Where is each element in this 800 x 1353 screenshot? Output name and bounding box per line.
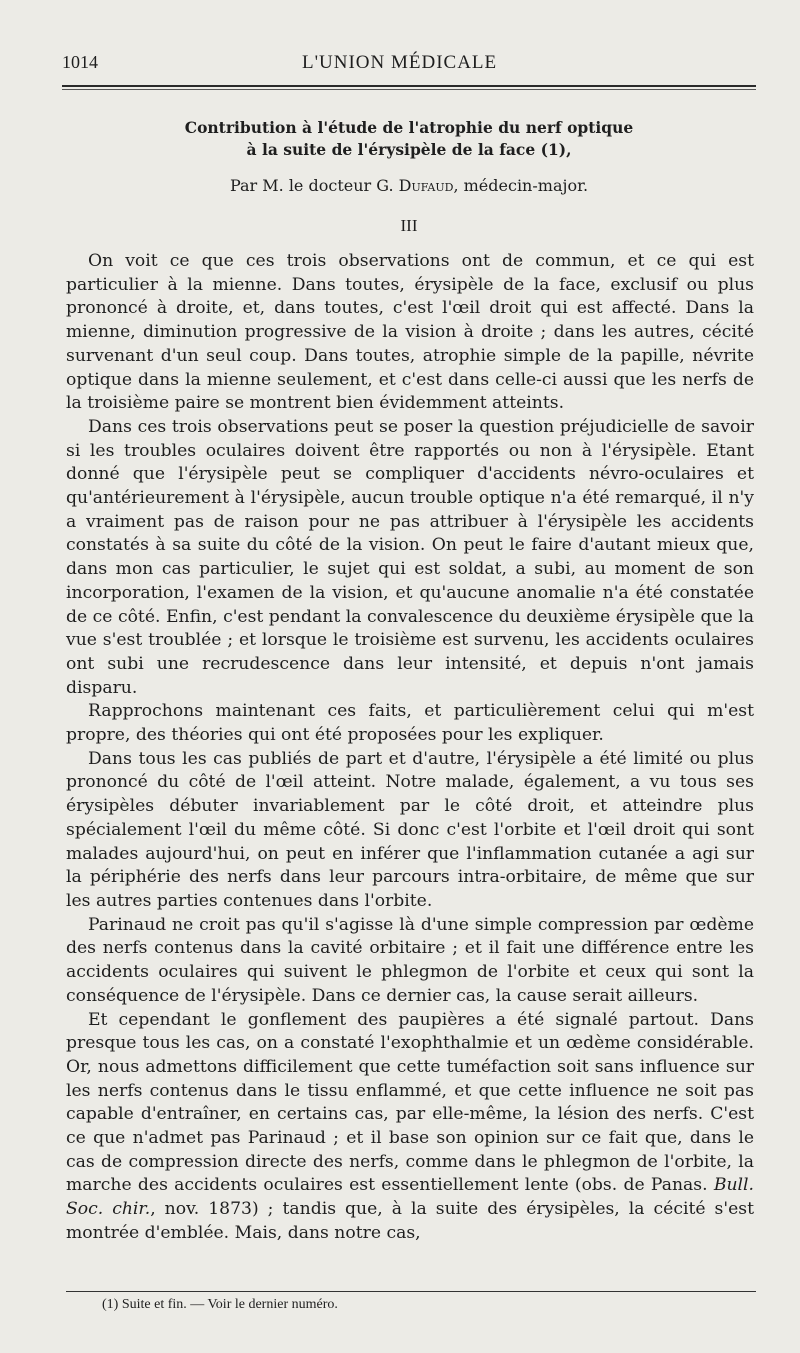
author-suffix: , médecin-major. [453, 176, 589, 195]
journal-title: L'UNION MÉDICALE [302, 52, 498, 73]
article-body [66, 250, 754, 1246]
journal-citation: Bull. Soc. chir. [66, 1175, 754, 1220]
paragraph-2: Dans ces trois observations peut se poser la question préjudicielle de savoir si les troubles oculaires doivent être rapportés ou non à l'érysipèle. Etant donné que l'érysipèle peut se compliquer d'accidents névro-oculaires et qu'antérieurement à l'érysipèle, aucun trouble optique n'a été remarqué, il n'y a vraiment pas de raison pour ne pas attribuer à l'érysipèle les accidents constatés à sa suite du côté de la vision. On peut le faire d'autant mieux que, dans mon cas particulier, le sujet qui est soldat, a subi, au moment de son incorporation, l'examen de la vision, et qu'aucune anomalie n'a été constatée de ce côté. Enfin, c'est pendant la convalescence du deuxième érysipèle que la vue s'est troublée ; et lorsque le troisième est survenu, les accidents oculaires ont subi une recrudescence dans leur intensité, et depuis n'ont jamais disparu. [66, 416, 754, 698]
article-author [62, 176, 756, 195]
paragraph-4: Dans tous les cas publiés de part et d'autre, l'érysipèle a été limité ou plus prononcé du côté de l'œil atteint. Notre malade, également, a vu tous ses érysipèles débuter invariablement par le côté droit, et atteindre plus spécialement l'œil du même côté. Si donc c'est l'orbite et l'œil droit qui sont malades aujourd'hui, on peut en inférer que l'inflammation cutanée a agi sur la périphérie des nerfs dans leur parcours intra-orbitaire, de même que sur les autres parties contenues dans l'orbite. [66, 748, 754, 911]
footnote: (1) Suite et fin. — Voir le dernier numéro. [102, 1297, 338, 1312]
paragraph-6-text-a: Et cependant le gonflement des paupières a été signalé partout. Dans presque tous les cas, on a constaté l'exophthalmie et un œdème considérable. Or, nous admettons difficilement que cette tuméfaction soit sans influence sur les nerfs contenus dans le tissu enflammé, et que cette influence ne soit pas capable d'entraîner, en certains cas, par elle-même, la lésion des nerfs. C'est ce que n'admet pas Parinaud ; et il base son opinion sur ce fait que, dans le cas de compression directe des nerfs, comme dans le phlegmon de l'orbite, la marche des accidents oculaires est essentiellement lente (obs. de Panas. [66, 1009, 754, 1196]
page-number: 1014 [62, 52, 98, 72]
header-rule [62, 85, 756, 87]
author-prefix: Par M. le docteur G. [229, 176, 399, 195]
paragraph-1: On voit ce que ces trois observations ont de commun, et ce qui est particulier à la mienne. Dans toutes, érysipèle de la face, exclusif ou plus prononcé à droite, et, dans toutes, c'est l'œil droit qui est affecté. Dans la mienne, diminution progressive de la vision à droite ; dans les autres, cécité survenant d'un seul coup. Dans toutes, atrophie simple de la papille, névrite optique dans la mienne seulement, et c'est dans celle-ci aussi que les nerfs de la troisième paire se montrent bien évidemment atteints. [66, 251, 754, 414]
paragraph-3: Rapprochons maintenant ces faits, et particulièrement celui qui m'est propre, des théories qui ont été proposées pour les expliquer. [66, 701, 754, 746]
paragraph-6-text-b: , nov. 1873) ; tandis que, à la suite des érysipèles, la cécité s'est montrée d'emblée. Mais, dans notre cas, [66, 1199, 754, 1243]
running-header [62, 52, 754, 86]
author-name: Dufaud [398, 176, 454, 195]
section-number: III [400, 216, 418, 235]
paragraph-5: Parinaud ne croit pas qu'il s'agisse là d'une simple compression par œdème des nerfs contenus dans la cavité orbitaire ; et il fait une différence entre les accidents oculaires qui suivent le phlegmon de l'orbite et ceux qui sont la conséquence de l'érysipèle. Dans ce dernier cas, la cause serait ailleurs. [66, 914, 754, 1006]
paragraph-6 [66, 1009, 754, 1246]
article-title-line-1: Contribution à l'étude de l'atrophie du nerf optique [184, 118, 634, 137]
article-title-line-2: à la suite de l'érysipèle de la face (1), [246, 140, 572, 159]
article-title [62, 117, 756, 161]
header-rule-thin [62, 89, 756, 90]
footnote-rule [66, 1291, 756, 1292]
